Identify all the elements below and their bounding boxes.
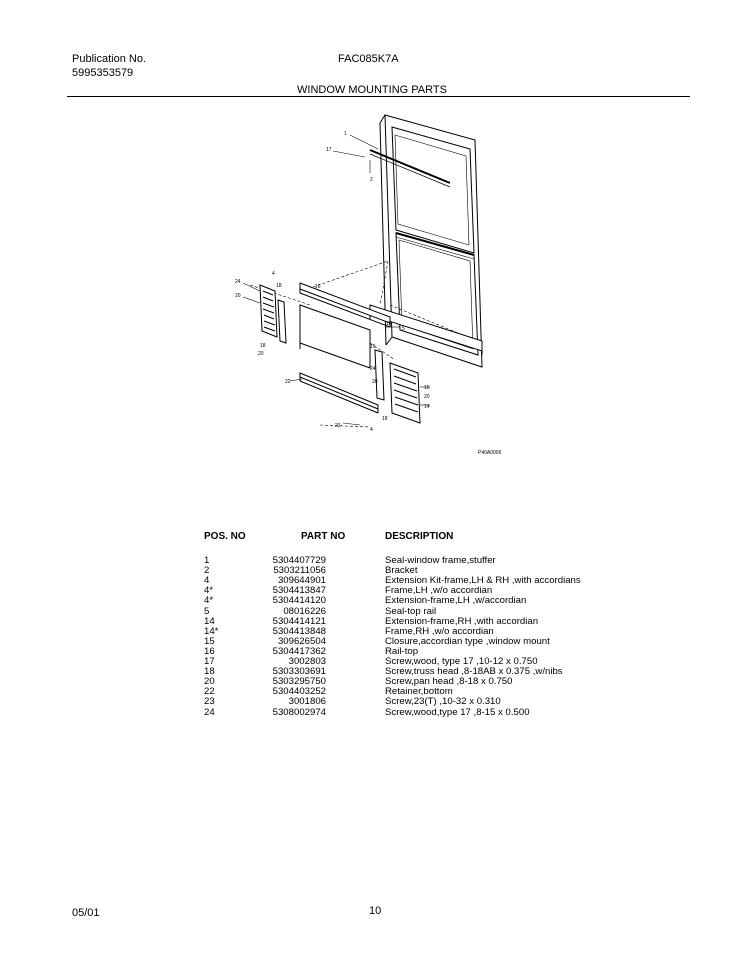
callout-20-right: 20	[372, 379, 378, 385]
pos-no-cell: 14	[204, 615, 215, 627]
description-cell: Screw,pan head ,8-18 x 0.750	[385, 676, 513, 688]
callout-18-left: 18	[276, 283, 282, 289]
left-extension-frame	[260, 285, 286, 343]
description-cell: Extension Kit-frame,LH & RH ,with accordians	[385, 575, 581, 587]
description-cell: Seal-top rail	[385, 605, 437, 617]
part-no-cell: 5303295750	[272, 676, 326, 688]
part-no-cell: 5304413848	[272, 625, 326, 637]
callout-20-left: 20	[235, 293, 241, 299]
description-cell: Frame,RH ,w/o accordian	[385, 625, 494, 637]
callout-18-bottom: 18	[382, 416, 388, 422]
part-no-cell: 309644901	[277, 575, 326, 587]
pos-no-cell: 24	[204, 706, 215, 718]
callout-17: 17	[326, 147, 332, 153]
description-cell: Frame,LH ,w/o accordian	[385, 585, 493, 597]
callout-16-right: 16	[386, 321, 392, 327]
pos-no-cell: 20	[204, 676, 215, 688]
callout-14: 14	[424, 404, 430, 410]
description-cell: Screw,wood, type 17 ,10-12 x 0.750	[385, 656, 538, 667]
description-cell: Seal-window frame,stuffer	[385, 555, 496, 566]
part-no-cell: 5303211056	[273, 565, 326, 577]
part-no-cell: 5304414121	[272, 615, 326, 627]
callout-2: 2	[370, 177, 373, 183]
callout-5: 5	[402, 326, 405, 332]
model-number: FAC085K7A	[338, 53, 399, 65]
description-cell: Screw,wood,type 17 ,8-15 x 0.500	[385, 706, 530, 718]
center-panel	[300, 305, 370, 368]
bottom-retainer	[300, 373, 378, 413]
window-mounting-diagram	[220, 105, 520, 465]
part-no-cell: 3002803	[288, 656, 326, 667]
pos-no-cell: 4	[204, 575, 210, 587]
description-cell: Screw,truss head ,8-18AB x 0.375 ,w/nibs	[385, 666, 563, 678]
drawing-code: P40A0006	[478, 450, 502, 456]
callout-15-right: 15	[424, 385, 430, 391]
callout-20-lower: 20	[258, 351, 264, 357]
top-rail	[300, 283, 390, 327]
part-no-cell: 5304417362	[272, 645, 326, 657]
callout-4-bottom: 4	[370, 427, 373, 433]
header-rule	[67, 96, 690, 97]
pos-no-cell: 23	[204, 696, 215, 708]
pos-no-cell: 22	[204, 686, 215, 698]
callout-24-right: 24	[370, 366, 376, 372]
publication-number: 5995353579	[72, 67, 134, 79]
description-cell: Retainer,bottom	[385, 686, 453, 698]
part-no-cell: 5304403252	[272, 686, 326, 698]
description-cell: Closure,accordian type ,window mount	[385, 635, 550, 647]
publication-label: Publication No.	[72, 53, 146, 65]
pos-no-cell: 14*	[204, 625, 219, 637]
pos-no-cell: 5	[204, 605, 210, 617]
header-pos-no: POS. NO	[204, 531, 246, 542]
pos-no-cell: 4*	[204, 585, 214, 597]
page-number: 10	[369, 905, 382, 917]
description-cell: Extension-frame,LH ,w/accordian	[385, 595, 527, 607]
part-no-cell: 5304407729	[272, 555, 326, 566]
footer-date: 05/01	[72, 907, 100, 919]
callout-1: 1	[344, 131, 347, 137]
pos-no-cell: 1	[204, 555, 210, 566]
pos-no-cell: 16	[204, 645, 215, 657]
pos-no-cell: 15	[204, 635, 215, 647]
callout-20-far-right: 20	[424, 394, 430, 400]
section-title: WINDOW MOUNTING PARTS	[297, 84, 447, 96]
pos-no-cell: 18	[204, 666, 215, 678]
part-no-cell: 5308002974	[272, 706, 326, 718]
part-no-cell: 5303303691	[272, 666, 326, 678]
description-cell: Screw,23(T) ,10-32 x 0.310	[385, 696, 501, 708]
header-part-no: PART NO	[301, 531, 346, 542]
description-cell: Extension-frame,RH ,with accordian	[385, 615, 539, 627]
callout-16: 16	[315, 284, 321, 290]
part-no-cell: 3001806	[288, 696, 326, 708]
callout-15: 15	[370, 344, 376, 350]
pos-no-cell: 4*	[204, 595, 214, 607]
pos-no-cell: 17	[204, 656, 215, 667]
window-frame	[370, 115, 482, 367]
part-no-cell: 5304413847	[272, 585, 326, 597]
callout-22: 22	[285, 379, 291, 385]
description-cell: Rail-top	[385, 645, 419, 657]
header-description: DESCRIPTION	[385, 531, 454, 542]
description-cell: Bracket	[385, 565, 418, 577]
callout-4-left: 4	[272, 271, 275, 277]
right-extension-frame	[375, 350, 420, 423]
pos-no-cell: 2	[204, 565, 210, 577]
callout-18-lower: 18	[260, 343, 266, 349]
callout-24: 24	[235, 279, 241, 285]
part-no-cell: 5304414120	[272, 595, 326, 607]
part-no-cell: 309626504	[277, 635, 326, 647]
callout-23: 23	[335, 423, 341, 429]
part-no-cell: 08016226	[283, 605, 326, 617]
